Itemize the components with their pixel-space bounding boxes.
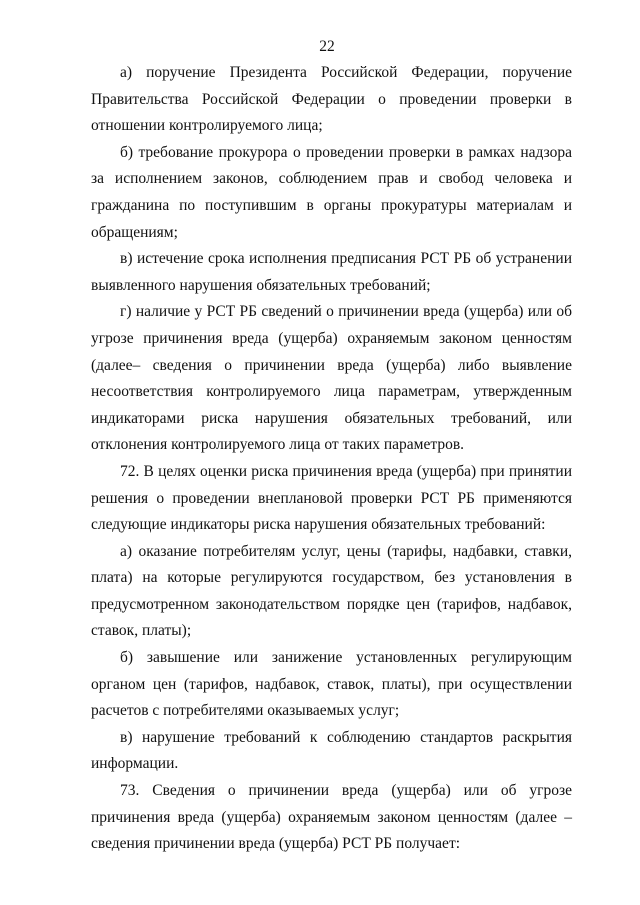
document-body [91,60,572,858]
page-number: 22 [319,38,335,55]
paragraph-indicator-v-disclosure-violation: в) нарушение требований к соблюдению стандартов раскрытия информации. [91,728,572,773]
paragraph-clause-73: 73. Сведения о причинении вреда (ущерба) или об угрозе причинения вреда (ущерба) охраняемым законом ценностям (далее – сведения причинении вреда (ущерба) РСТ РБ получает: [91,782,572,853]
paragraph-indicator-a-unregulated-prices: а) оказание потребителям услуг, цены (тарифы, надбавки, ставки, плата) на которые регулируются государством, без установления в предусмотренном законодательством порядке цен (тарифов, надбавок, ставок, платы); [91,542,572,640]
paragraph-item-g-harm-information: г) наличие у РСТ РБ сведений о причинении вреда (ущерба) или об угрозе причинения вреда (ущерба) охраняемым законом ценностям (далее– сведения о причинении вреда (ущерба) либо выявление несоответствия контролируемого лица параметрам, утвержденным индикаторами риска нарушения обязательных требований, или отклонения контролируемого лица от таких параметров. [91,303,572,454]
paragraph-item-b-prosecutor-demand: б) требование прокурора о проведении проверки в рамках надзора за исполнением законов, соблюдением прав и свобод человека и гражданина по поступившим в органы прокуратуры материалам и обращениям; [91,143,572,241]
paragraph-item-a-president-order: а) поручение Президента Российской Федерации, поручение Правительства Российской Федерации о проведении проверки в отношении контролируемого лица; [91,64,572,135]
paragraph-item-v-order-expiry: в) истечение срока исполнения предписания РСТ РБ об устранении выявленного нарушения обязательных требований; [91,250,572,294]
paragraph-clause-72: 72. В целях оценки риска причинения вреда (ущерба) при принятии решения о проведении внеплановой проверки РСТ РБ применяются следующие индикаторы риска нарушения обязательных требований: [91,462,572,534]
paragraph-indicator-b-price-deviation: б) завышение или занижение установленных регулирующим органом цен (тарифов, надбавок, ставок, платы), при осуществлении расчетов с потребителями оказываемых услуг; [91,649,572,720]
